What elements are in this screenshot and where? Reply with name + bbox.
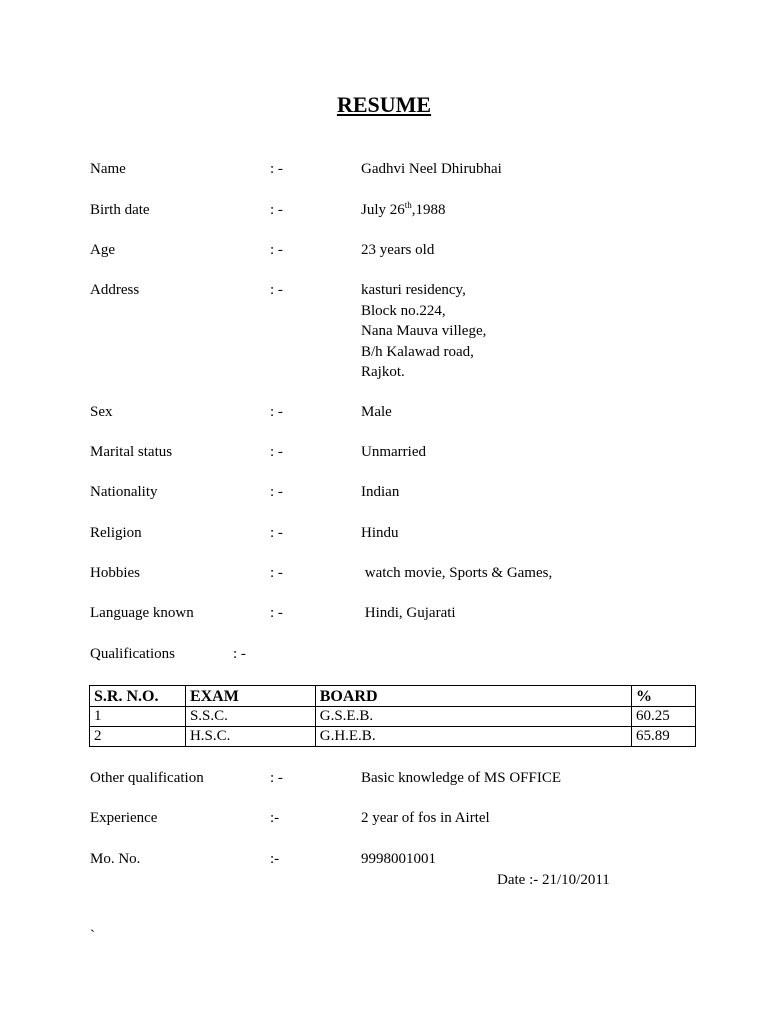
table-cell: H.S.C. [185,727,315,747]
qualification-table [89,685,696,747]
field-separator: : - [270,525,283,541]
table-header-row [90,686,696,707]
field-mobile-number [90,849,710,869]
address-line: B/h Kalawad road, [361,343,474,360]
field-separator: :- [270,851,280,867]
field-label: Address [90,282,140,298]
table-header-cell: BOARD [315,686,631,707]
address-line: Block no.224, [361,302,446,319]
field-value [361,200,446,220]
field-separator: : - [270,242,283,258]
field-separator: : - [270,770,283,786]
field-label: Birth date [90,202,150,218]
field-separator: : - [270,161,283,177]
field-label: Mo. No. [90,851,141,867]
field-separator: : - [270,282,283,298]
field-value: Indian [361,484,400,500]
field-separator: : - [270,565,283,581]
table-row [90,707,696,727]
field-label: Sex [90,404,113,420]
field-label: Hobbies [90,565,140,581]
address-lines [361,280,486,383]
field-value: Unmarried [361,444,426,460]
field-label: Qualifications [90,646,175,662]
birth-date-month-day: July 26 [361,202,405,218]
field-value: Hindu [361,525,399,541]
table-cell: S.S.C. [185,707,315,727]
address-line: kasturi residency, [361,282,466,298]
field-age [90,240,710,260]
field-label: Marital status [90,444,173,460]
field-sex [90,402,710,422]
field-label: Religion [90,525,142,541]
field-value: 2 year of fos in Airtel [361,810,490,826]
field-name [90,159,710,179]
field-experience [90,808,710,828]
field-marital-status [90,442,710,462]
table-cell: 60.25 [632,707,696,727]
table-cell: G.H.E.B. [315,727,631,747]
field-separator: : - [270,484,283,500]
field-value: 23 years old [361,242,435,258]
table-row [90,727,696,747]
address-line: Nana Mauva villege, [361,323,487,339]
field-address [90,280,710,380]
field-value: Male [361,404,392,420]
address-line: Rajkot. [361,364,405,380]
table-cell: 2 [90,727,186,747]
field-value: Basic knowledge of MS OFFICE [361,770,561,786]
table-cell: 65.89 [632,727,696,747]
table-cell: G.S.E.B. [315,707,631,727]
table-header-cell: % [632,686,696,707]
table-header-cell: S.R. N.O. [90,686,186,707]
field-hobbies [90,563,710,583]
field-nationality [90,482,710,502]
table-cell: 1 [90,707,186,727]
field-label: Age [90,242,115,258]
field-label: Language known [90,605,194,621]
field-other-qualification [90,768,710,788]
birth-date-year: ,1988 [411,202,446,218]
date-line: Date :- 21/10/2011 [497,872,610,888]
field-label: Nationality [90,484,158,500]
field-value: 9998001001 [361,851,436,867]
field-label: Experience [90,810,158,826]
stray-mark: ` [90,928,95,944]
field-separator: : - [270,202,283,218]
field-label: Other qualification [90,770,204,786]
field-label: Name [90,161,126,177]
table-header-cell: EXAM [185,686,315,707]
field-birth-date [90,200,710,220]
field-value: Gadhvi Neel Dhirubhai [361,161,502,177]
field-language-known [90,603,710,623]
field-religion [90,523,710,543]
page-title: RESUME [336,92,432,117]
field-separator: : - [233,646,246,662]
field-value: Hindi, Gujarati [361,605,456,621]
field-value: watch movie, Sports & Games, [361,565,553,581]
field-qualifications [90,644,710,664]
field-separator: :- [270,810,280,826]
birth-date-ordinal: th [404,200,412,210]
field-separator: : - [270,605,283,621]
field-separator: : - [270,404,283,420]
field-separator: : - [270,444,283,460]
